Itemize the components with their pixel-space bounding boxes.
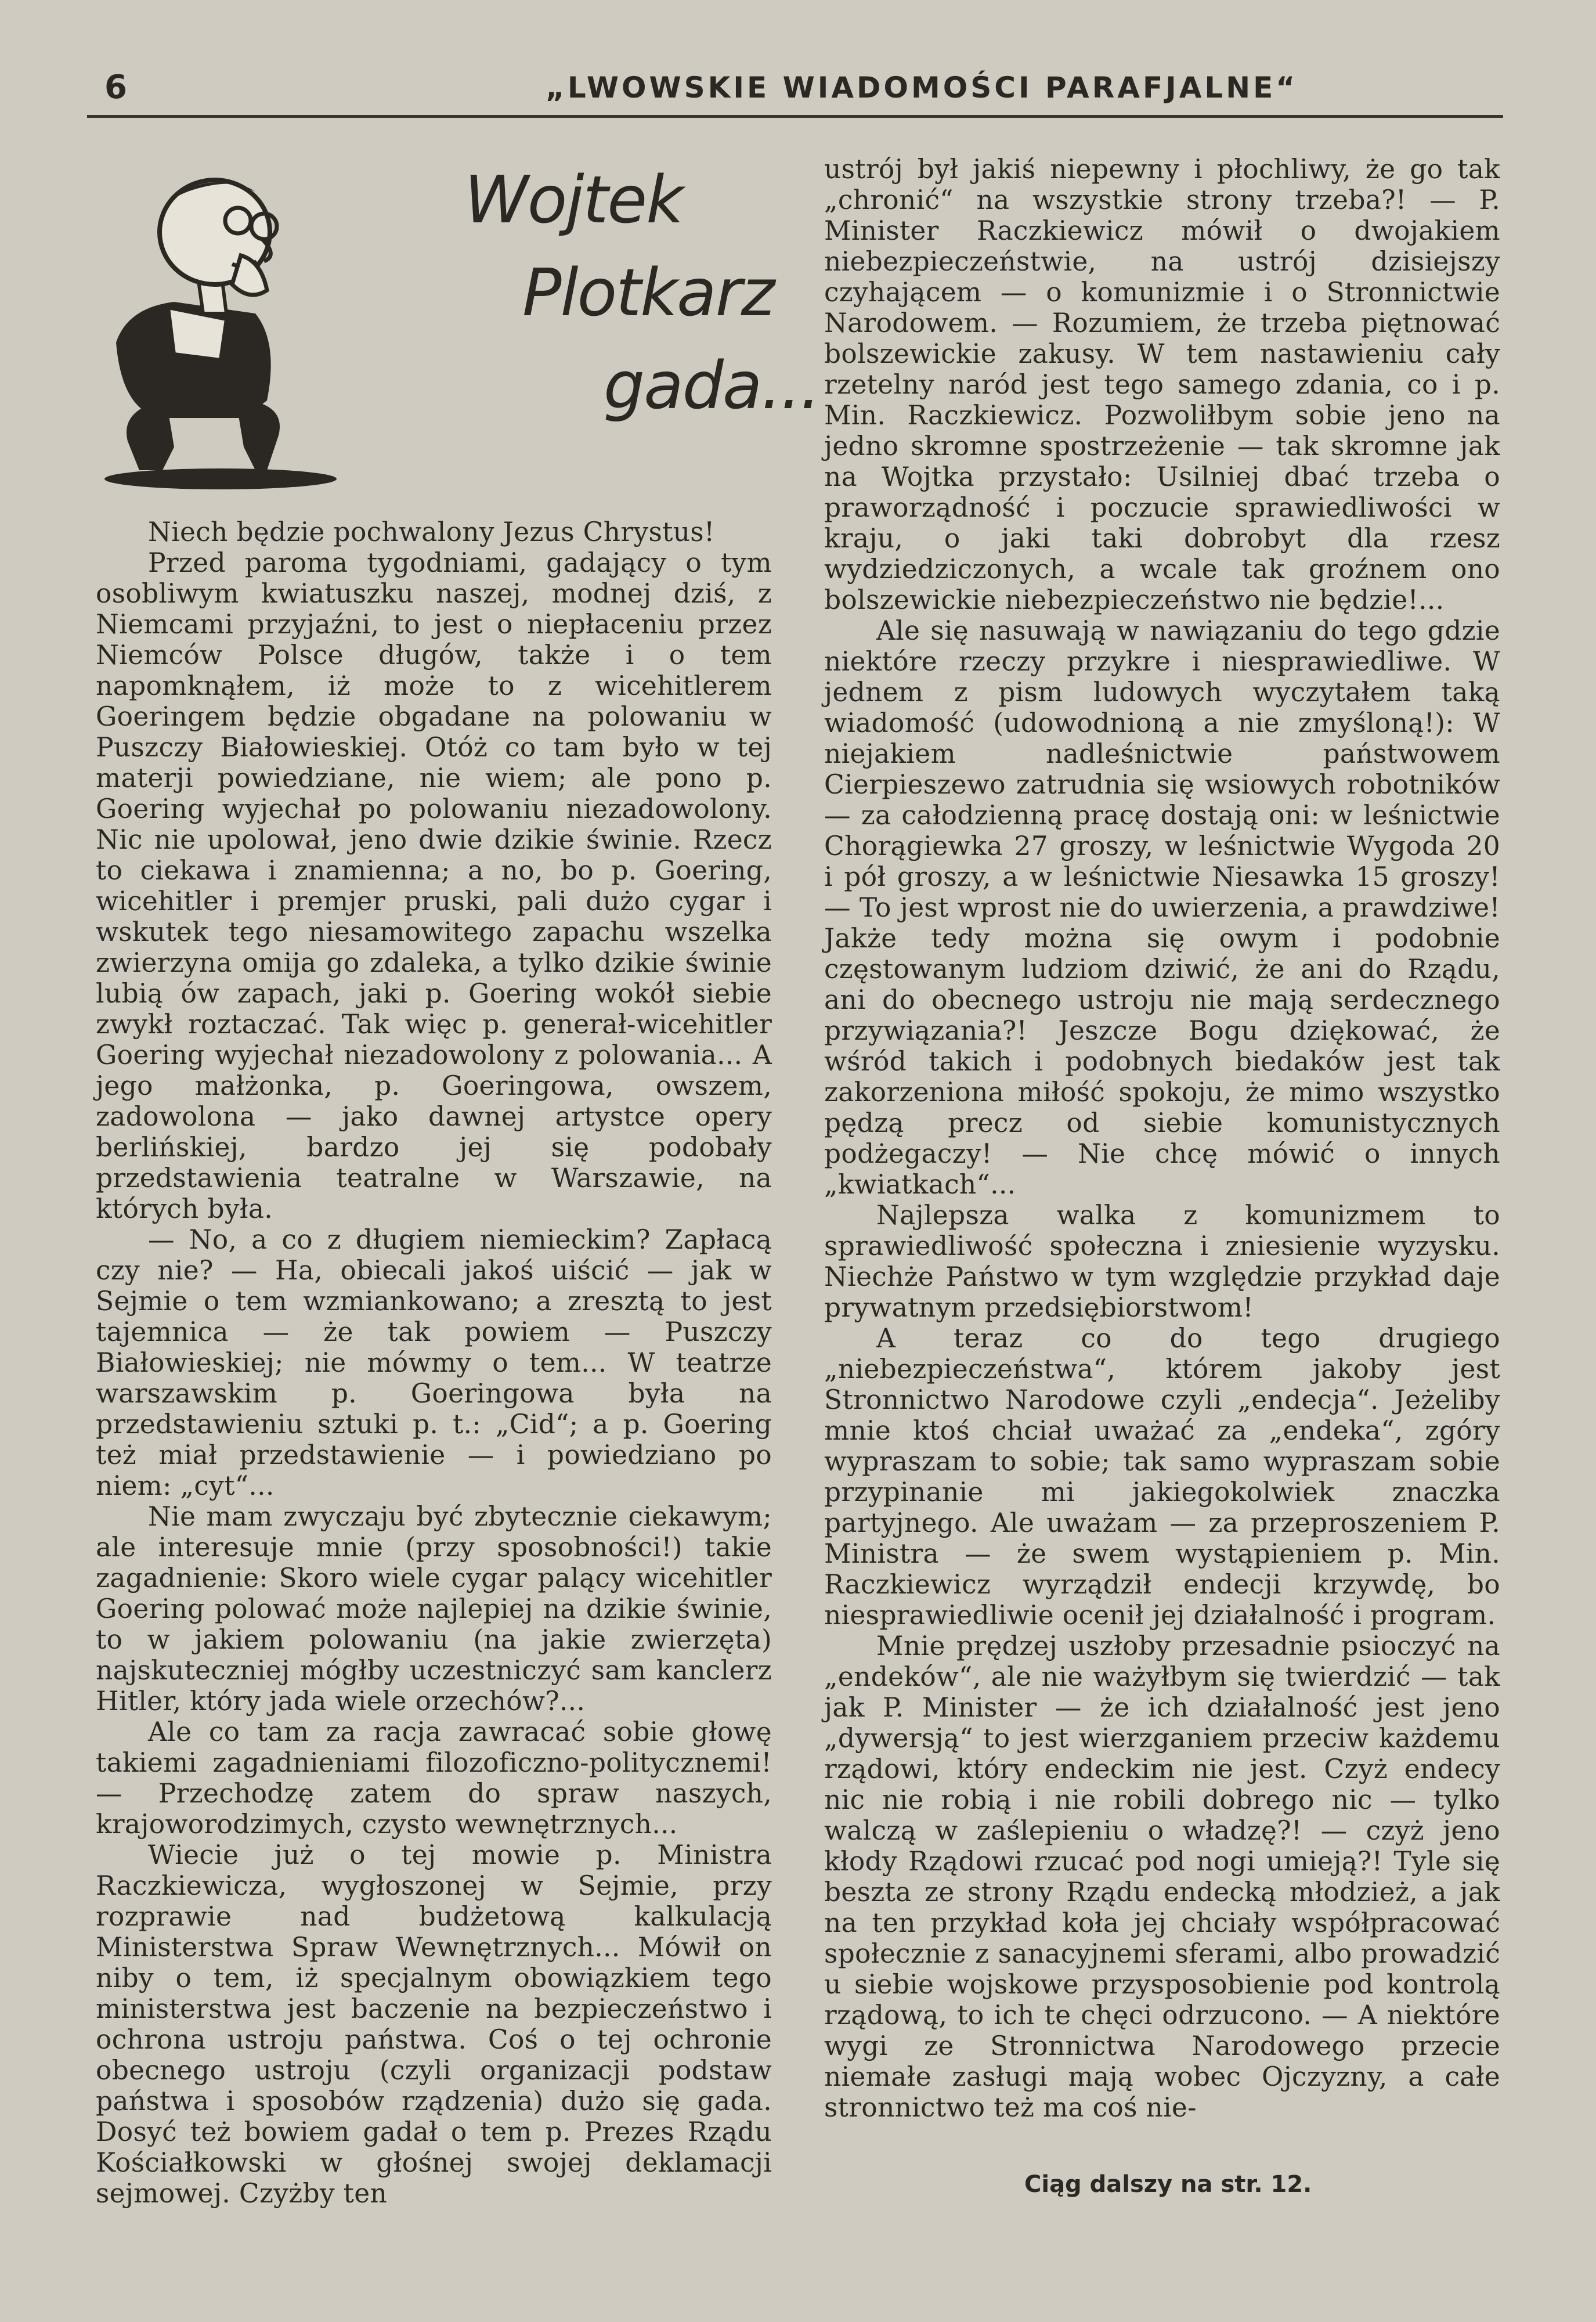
continuation-note: Ciąg dalszy na str. 12. [1024,2171,1312,2198]
headline-line-2: Plotkarz [522,255,774,331]
paragraph: Mnie prędzej uszłoby przesadnie psioczyć na „endeków“, ale nie ważyłbym się twierdzić — tak jak P. Minister — że ich działalność jest jeno „dywersją“ to jest wierzganiem przeciw każdemu rządowi, który endeckim nie jest. Czyż endecy nic nie robią i nie robili dobrego nic — tylko walczą w zaślepieniu o władzę?! — czyż jeno kłody Rządowi rzucać pod nogi umieją?! Tyle się beszta ze strony Rządu endecką młodzież, a jak na ten przykład koła jej chciały współpracować społecznie z sanacyjnemi sferami, albo prowadzić u siebie wojskowe przysposobienie pod kontrolą rządową, to ich te chęci odrzucono. — A niektóre wygi ze Stronnictwa Narodowego przecie niemałe zasługi mają wobec Ojczyzny, a całe stronnictwo też ma coś nie- [824,1631,1500,2123]
page-header [87,68,1503,118]
paragraph: — No, a co z długiem niemieckim? Zapłacą czy nie? — Ha, obiecali jakoś uiścić — jak w Sejmie o tem wzmiankowano; a zresztą to jest tajemnica — że tak powiem — Puszczy Białowieskiej; nie mówmy o tem... W teatrze warszawskim p. Goeringowa była na przedstawieniu sztuki p. t.: „Cid“; a p. Goering też miał przedstawienie — i powiedziano po niem: „cyt“... [96,1224,772,1501]
article-right-column [824,154,1500,2123]
paragraph: ustrój był jakiś niepewny i płochliwy, że go tak „chronić“ na wszystkie strony trzeba?! — P. Minister Raczkiewicz mówił o dwojakiem niebezpieczeństwie, na ustrój dzisiejszy czyhającem — o komunizmie i o Stronnictwie Narodowem. — Rozumiem, że trzeba piętnować bolszewickie zakusy. W tem nastawieniu cały rzetelny naród jest tego samego zdania, co i p. Min. Raczkiewicz. Pozwoliłbym sobie jeno na jedno skromne spostrzeżenie — tak skromne jak na Wojtka przystało: Usilniej dbać trzeba o praworządność i poczucie sprawiedliwości w kraju, o jaki taki dobrobyt dla rzesz wydziedziczonych, a wcale tak groźnem ono bolszewickie niebezpieczeństwo nie będzie!... [824,154,1500,615]
article-left-column [96,517,772,2209]
page-number: 6 [104,68,127,106]
paragraph: Ale co tam za racja zawracać sobie głowę takiemi zagadnieniami filozoficzno-politycznemi! — Przechodzę zatem do spraw naszych, krajoworodzimych, czysto wewnętrznych... [96,1717,772,1840]
paragraph: Niech będzie pochwalony Jezus Chrystus! [148,517,715,547]
paragraph: Wiecie już o tej mowie p. Ministra Raczkiewicza, wygłoszonej w Sejmie, przy rozprawie nad budżetową kalkulacją Ministerstwa Spraw Wewnętrznych... Mówił on niby o tem, iż specjalnym obowiązkiem tego ministerstwa jest baczenie na bezpieczeństwo i ochrona ustroju państwa. Coś o tej ochronie obecnego ustroju (czyli organizacji podstaw państwa i sposobów rządzenia) dużo się gada. Dosyć też bowiem gadał o tem p. Prezes Rządu Kościałkowski w głośnej swojej deklamacji sejmowej. Czyżby ten [96,1840,772,2209]
headline-line-1: Wojtek [464,163,683,238]
gossiping-man-illustration-icon [104,168,337,493]
paragraph: A teraz co do tego drugiego „niebezpieczeństwa“, którem jakoby jest Stronnictwo Narodowe czyli „endecja“. Jeżeliby mnie ktoś chciał uważać za „endeka“, zgóry wypraszam to sobie; tak samo wypraszam sobie przypinanie mi jakiegokolwiek znaczka partyjnego. Ale uważam — za przeproszeniem P. Ministra — że swem wystąpieniem p. Min. Raczkiewicz wyrządził endecji krzywdę, bo niesprawiedliwie ocenił jej działalność i program. [824,1323,1500,1631]
paragraph: Przed paroma tygodniami, gadający o tym osobliwym kwiatuszku naszej, modnej dziś, z Niemcami przyjaźni, to jest o niepłaceniu przez Niemców Polsce długów, także i o tem napomknąłem, iż może to z wicehitlerem Goeringem będzie obgadane na polowaniu w Puszczy Białowieskiej. Otóż co tam było w tej materji powiedziane, nie wiem; ale pono p. Goering wyjechał po polowaniu niezadowolony. Nic nie upolował, jeno dwie dzikie świnie. Rzecz to ciekawa i znamienna; a no, bo p. Goering, wicehitler i premjer pruski, pali dużo cygar i wskutek tego niesamowitego zapachu wszelka zwierzyna omija go zdaleka, a tylko dzikie świnie lubią ów zapach, jaki p. Goering wokół siebie zwykł roztaczać. Tak więc p. generał-wicehitler Goering wyjechał niezadowolony z polowania... A jego małżonka, p. Goeringowa, owszem, zadowolona — jako dawnej artystce opery berlińskiej, bardzo jej się podobały przedstawienia teatralne w Warszawie, na których była. [96,547,772,1224]
headline-line-3: gada... [604,348,820,424]
paragraph: Ale się nasuwają w nawiązaniu do tego gdzie niektóre rzeczy przykre i niesprawiedliwe. W jednem z pism ludowych wyczytałem taką wiadomość (udowodnioną a nie zmyśloną!): W niejakiem nadleśnictwie państwowem Cierpieszewo zatrudnia się wsiowych robotników — za całodzienną pracę dostają oni: w leśnictwie Chorągiewka 27 groszy, w leśnictwie Wygoda 20 i pół groszy, a w leśnictwie Niesawka 15 groszy! — To jest wprost nie do uwierzenia, a prawdziwe! Jakże tedy można się owym i podobnie częstowanym ludziom dziwić, że ani do Rządu, ani do obecnego ustroju nie mają serdecznego przywiązania?! Jeszcze Bogu dziękować, że wśród takich i podobnych biedaków jest tak zakorzeniona miłość spokoju, że mimo wszystko pędzą precz od siebie komunistycznych podżegaczy! — Nie chcę mówić o innych „kwiatkach“... [824,615,1500,1200]
paragraph: Nie mam zwyczaju być zbytecznie ciekawym; ale interesuje mnie (przy sposobności!) takie zagadnienie: Skoro wiele cygar palący wicehitler Goering polować może najlepiej na dzikie świnie, to w jakiem polowaniu (na jakie zwierzęta) najskuteczniej mógłby uczestniczyć sam kanclerz Hitler, który jada wiele orzechów?... [96,1501,772,1717]
paragraph: Najlepsza walka z komunizmem to sprawiedliwość społeczna i zniesienie wyzysku. Niechże Państwo w tym względzie przykład daje prywatnym przedsiębiorstwom! [824,1200,1500,1323]
publication-title: „LWOWSKIE WIADOMOŚCI PARAFJALNE“ [546,71,1298,104]
